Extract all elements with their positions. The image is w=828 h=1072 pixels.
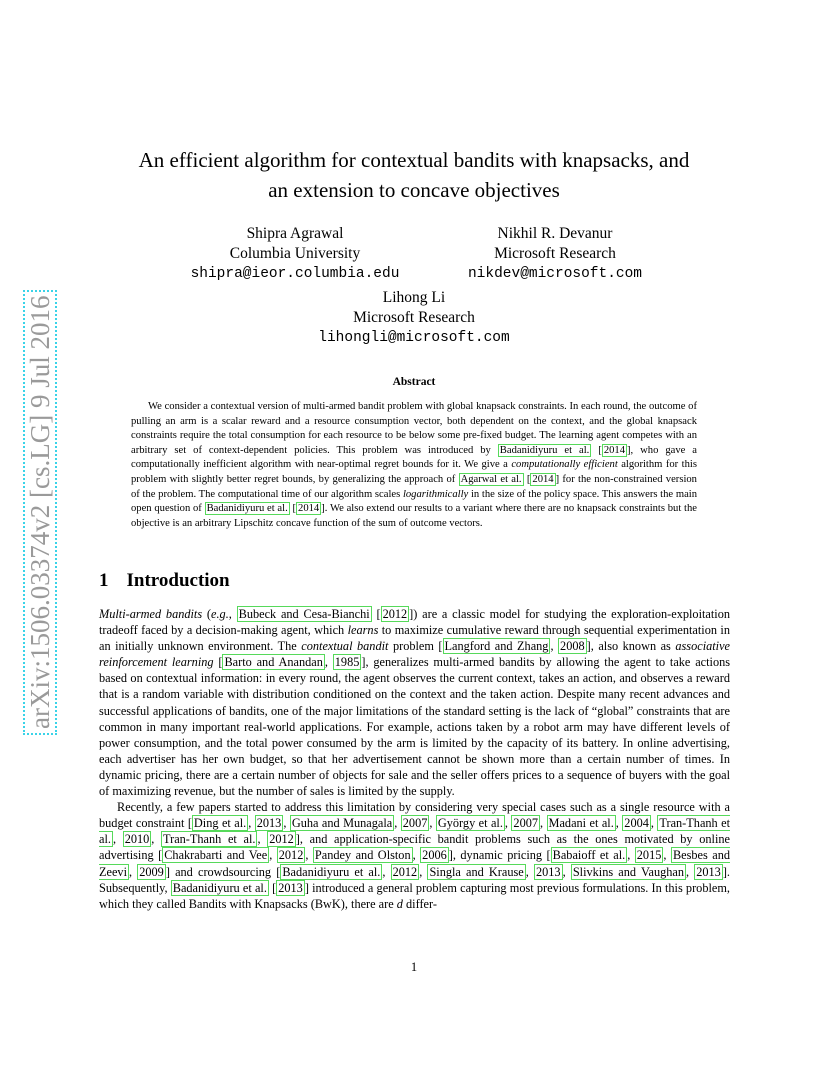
abstract-text: in the size of the policy space. This answers the main open question of <box>131 488 698 515</box>
citation-link[interactable]: Tran-Thanh et al. <box>99 816 731 847</box>
citation-year-link[interactable]: 2013 <box>256 816 282 831</box>
citation-link[interactable]: Barto and Anandan <box>224 655 323 670</box>
abstract-text: We consider a contextual version of multi-armed bandit problem with global knapsack constraints. In each round, the outcome of pulling an arm is a scalar reward and a resource consumption vector, both dependent on the context, and the global knapsack constraints require the total consumption for each resource to be below some pre-fixed budget. The learning agent competes with an arbitrary set of context-dependent policies. This problem was introduced by <box>131 401 697 456</box>
author-affiliation: Columbia University <box>229 245 361 262</box>
citation-year-link[interactable]: 2006 <box>422 848 447 863</box>
citation-year-link[interactable]: 2015 <box>636 848 662 863</box>
body-text: [ <box>218 655 223 670</box>
citation-year-link[interactable]: 2013 <box>696 864 721 879</box>
page-number: 1 <box>410 960 418 974</box>
title-line-1: An efficient algorithm for contextual bandits with knapsacks, and <box>138 148 690 172</box>
citation-link[interactable]: Agarwal et al. <box>460 473 522 485</box>
abstract-body <box>131 400 697 531</box>
intro-body <box>99 606 730 912</box>
citation-link[interactable]: Guha and Munagala <box>291 816 393 831</box>
author-block-3 <box>304 288 524 348</box>
abstract-text: , who gave a computationally inefficient algorithm with near-optimal regret bounds for it. We give a <box>131 444 697 471</box>
citation-year-link[interactable]: 2013 <box>535 864 561 879</box>
citation-year-link[interactable]: 2012 <box>382 607 408 621</box>
citation-link[interactable]: Madani et al. <box>548 816 614 831</box>
section-number: 1 <box>99 570 109 591</box>
citation-link[interactable]: Badanidiyuru et al. <box>206 503 288 515</box>
citation-year-link[interactable]: 2007 <box>513 816 539 831</box>
body-text: ], dynamic pricing [ <box>448 848 551 863</box>
body-emphasis: learns <box>347 623 379 638</box>
citation-year-link[interactable]: 2007 <box>402 816 428 831</box>
citation-link[interactable]: Badanidiyuru et al. <box>172 880 267 895</box>
author-name: Lihong Li <box>382 289 446 306</box>
section-title: Introduction <box>126 570 230 591</box>
body-emphasis: associative reinforcement learning <box>99 639 731 670</box>
author-email: nikdev@microsoft.com <box>467 266 643 282</box>
citation-link[interactable]: Badanidiyuru et al. <box>499 444 590 456</box>
intro-paragraph-1: Multi-armed bandits (e.g., Bubeck and Cesa-Bianchi [ 2012 ]) are a classic model for studying the exploration-exploitation tradeoff faced by a decision-making agent, which learns to maximize cumulative reward through sequential experimentation in an initially unknown environment. The contextual bandit problem [ Langford and Zhang , 2008 ], also known as associative reinforcement learning [ Barto and Anandan , 1985 ], generalizes multi-armed bandits by allowing the agent to take actions based on contextual information: in every round, the agent observes the current context, takes an action, and observes a reward that is a random variable with distribution conditioned on the context and the taken action. Despite many recent advances and successful applications of bandits, one of the major limitations of the standard setting is the lack of “global” constraints that are common in many important real-world applications. For example, actions taken by a robot arm may have different levels of power consumption, and the total power consumed by the arm is limited by the capacity of its battery. In online advertising, each advertiser has her own budget, so that her advertisement cannot be shown more than a certain number of times. In dynamic pricing, there are a certain number of objects for sale and the seller offers prices to a sequence of buyers with the goal of maximizing revenue, but the number of sales is limited by the supply. <box>99 607 731 799</box>
abstract-emphasis: logarithmically <box>402 488 469 500</box>
author-affiliation: Microsoft Research <box>494 245 616 262</box>
author-name: Shipra Agrawal <box>246 225 344 242</box>
abstract-heading: Abstract <box>392 376 436 388</box>
citation-year-link[interactable]: 2008 <box>560 639 585 654</box>
body-text: to maximize cumulative reward through sequential experimentation in an initially unknown environment. The <box>99 623 730 654</box>
body-text: ) are a classic model for studying the exploration-exploitation tradeoff faced by a decision-making agent, which <box>99 607 731 638</box>
body-text: Recently, a few papers started to address this limitation by considering very special cases such as a single resource with a budget constraint [ <box>99 800 730 831</box>
author-email: shipra@ieor.columbia.edu <box>190 266 400 282</box>
author-block-2 <box>445 224 665 284</box>
citation-link[interactable]: György et al. <box>437 816 503 831</box>
citation-year-link[interactable]: 2013 <box>278 880 303 895</box>
body-text: ]. Subsequently, <box>99 864 730 895</box>
citation-link[interactable]: Ding et al. <box>193 816 247 831</box>
citation-year-link[interactable]: 2004 <box>624 816 649 831</box>
body-text: ] and crowdsourcing [ <box>165 864 281 879</box>
abstract-emphasis: computationally efficient <box>511 459 618 471</box>
citation-year-link[interactable]: 1985 <box>334 655 360 670</box>
citation-year-link[interactable]: 2014 <box>532 473 554 485</box>
intro-paragraph-2: Recently, a few papers started to address this limitation by considering very special cases such as a single resource with a budget constraint [ Ding et al. , 2013 , Guha and Munagala , 2007 , György et al. , 2007 , Madani et al. , 2004 , Tran-Thanh et al. , 2010 , Tran-Thanh et al. , 2012 ], and application-specific bandit problems such as the ones motivated by online advertising [ Chakrabarti and Vee , 2012 , Pandey and Olston , 2006 ], dynamic pricing [ Babaioff et al. , 2015 , Besbes and Zeevi , 2009 ] and crowdsourcing [ Badanidiyuru et al. , 2012 , Singla and Krause , 2013 , Slivkins and Vaughan , 2013 ]. Subsequently, Badanidiyuru et al. [ 2013 ] introduced a general problem capturing most previous formulations. In this problem, which they called Bandits with Knapsacks (BwK), there are d differ- <box>99 800 731 911</box>
citation-link[interactable]: Pandey and Olston <box>314 848 411 863</box>
body-text: ], and application-specific bandit problems such as the ones motivated by online advertising [ <box>99 832 730 863</box>
author-block-1 <box>185 224 405 284</box>
citation-year-link[interactable]: 2012 <box>269 832 294 847</box>
body-text: problem [ <box>392 639 443 654</box>
citation-year-link[interactable]: 2010 <box>124 832 150 847</box>
body-text: ], generalizes multi-armed bandits by allowing the agent to take actions based on contextual information: in every round, the agent observes the current context, takes an action, and observes a reward that is a random variable with distribution conditioned on the context and the taken action. Despite many recent advances and successful applications of bandits, one of the major limitations of the standard setting is the lack of “global” constraints that are common in many important real-world applications. For example, actions taken by a robot arm may have different levels of power consumption, and the total power consumed by the arm is limited by the capacity of its battery. In online advertising, each advertiser has her own budget, so that her advertisement cannot be shown more than a certain number of times. In dynamic pricing, there are a certain number of objects for sale and the seller offers prices to a sequence of buyers with the goal of maximizing revenue, but the number of sales is limited by the supply. <box>99 655 731 799</box>
citation-link[interactable]: Babaioff et al. <box>552 848 626 863</box>
citation-link[interactable]: Langford and Zhang <box>444 639 549 654</box>
abstract-paragraph: We consider a contextual version of multi-armed bandit problem with global knapsack constraints. In each round, the outcome of pulling an arm is a scalar reward and a resource consumption vector, both dependent on the context, and the global knapsack constraints require the total consumption for each resource to be below some pre-fixed budget. The learning agent competes with an arbitrary set of context-dependent policies. This problem was introduced by Badanidiyuru et al. [ 2014 ], who gave a computationally inefficient algorithm with near-optimal regret bounds for it. We give a computationally efficient algorithm for this problem with slightly better regret bounds, by generalizing the approach of Agarwal et al. [ 2014 ] for the non-constrained version of the problem. The computational time of our algorithm scales logarithmically in the size of the policy space. This answers the main open question of Badanidiyuru et al. [ 2014 ]. We also extend our results to a variant where there are no knapsack constraints but the objective is an arbitrary Lipschitz concave function of the sum of outcome vectors. <box>131 401 698 529</box>
citation-year-link[interactable]: 2014 <box>603 444 625 456</box>
paper-title <box>90 145 738 205</box>
abstract-text: for the non-constrained version of the problem. The computational time of our algorithm scales <box>131 473 697 500</box>
body-emphasis: contextual bandit <box>301 639 389 654</box>
citation-link[interactable]: Badanidiyuru et al. <box>282 864 381 879</box>
body-emphasis: e.g. <box>211 607 229 621</box>
abstract-text: algorithm for this problem with slightly better regret bounds, by generalizing the approach of <box>131 459 697 485</box>
section-heading <box>99 570 230 592</box>
citation-link[interactable]: Singla and Krause <box>429 864 524 879</box>
arxiv-stamp <box>22 275 58 735</box>
citation-year-link[interactable]: 2012 <box>392 864 418 879</box>
math-symbol: d <box>396 896 403 911</box>
author-affiliation: Microsoft Research <box>353 309 475 326</box>
author-email: lihongli@microsoft.com <box>318 330 510 346</box>
citation-link[interactable]: Bubeck and Cesa-Bianchi <box>238 607 370 621</box>
title-line-2: an extension to concave objectives <box>268 178 560 202</box>
author-name: Nikhil R. Devanur <box>497 225 613 242</box>
arxiv-stamp-text[interactable]: arXiv:1506.03374v2 [cs.LG] 9 Jul 2016 <box>23 290 57 735</box>
body-text: differ- <box>406 896 437 911</box>
citation-link[interactable]: Tran-Thanh et al. <box>163 832 256 847</box>
body-text: , <box>228 607 232 621</box>
body-text: ], also known as <box>586 639 671 654</box>
body-emphasis: Multi-armed bandits <box>99 607 203 621</box>
citation-link[interactable]: Chakrabarti and Vee <box>164 848 268 863</box>
body-text: introduced a general problem capturing most previous formulations. In this problem, which they called Bandits with Knapsacks (BwK), there are <box>99 880 730 911</box>
citation-year-link[interactable]: 2014 <box>298 503 320 515</box>
abstract-text: . We also extend our results to a variant where there are no knapsack constraints but the objective is an arbitrary Lipschitz concave function of the sum of outcome vectors. <box>131 503 697 529</box>
citation-link[interactable]: Slivkins and Vaughan <box>572 864 684 879</box>
citation-year-link[interactable]: 2012 <box>278 848 304 863</box>
body-text: ( <box>206 607 212 621</box>
citation-link[interactable]: Besbes and Zeevi <box>99 848 731 879</box>
citation-year-link[interactable]: 2009 <box>139 864 164 879</box>
